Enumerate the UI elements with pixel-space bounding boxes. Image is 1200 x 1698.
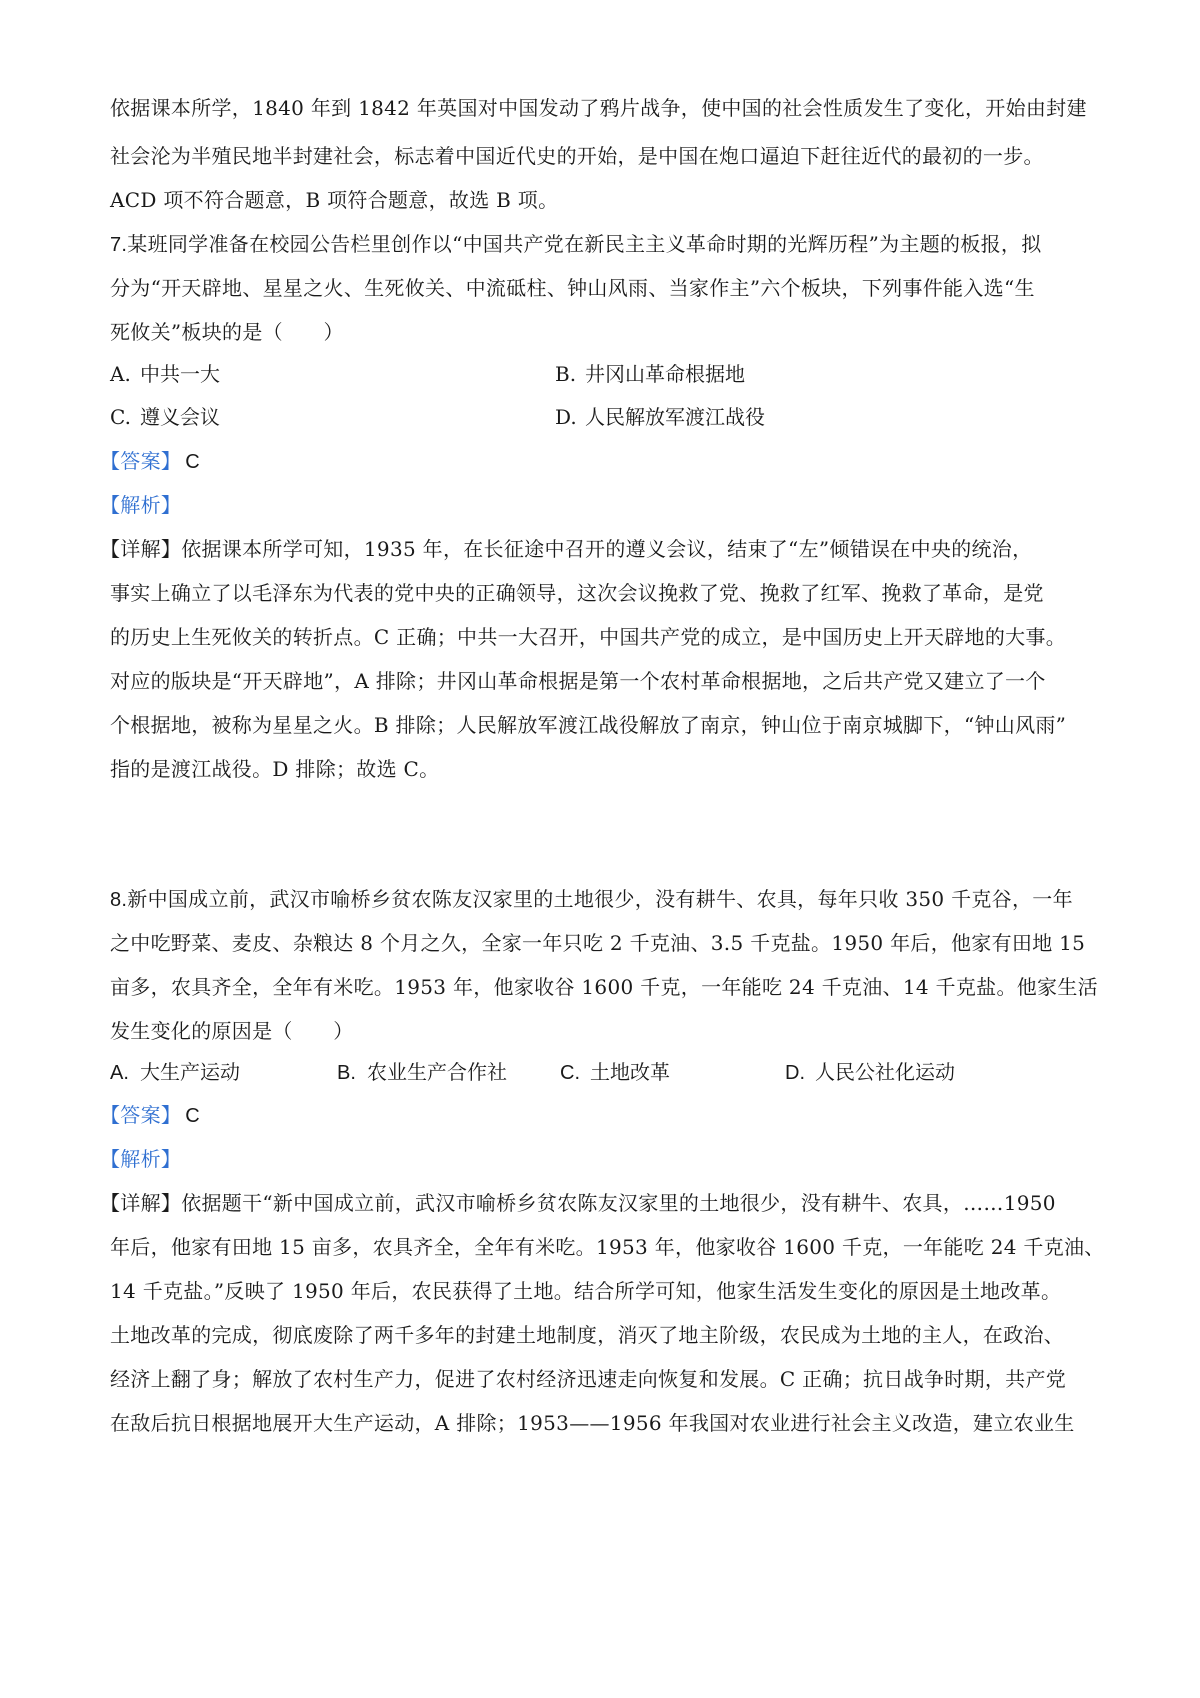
q7-stem-line: 死攸关”板块的是（ ） — [110, 320, 344, 344]
q8-stem-line — [110, 883, 1073, 912]
q8-stem-line: 亩多，农具齐全，全年有米吃。1953 年，他家收谷 1600 千克，一年能吃 24 千克油、14 千克盐。他家生活 — [110, 975, 1098, 999]
q7-stem-line — [110, 228, 1042, 257]
intro-line: 社会沦为半殖民地半封建社会，标志着中国近代史的开始，是中国在炮口逼迫下赶往近代的最初的一步。 — [110, 144, 1044, 168]
q7-detail-line: 个根据地，被称为星星之火。B 排除；人民解放军渡江战役解放了南京，钟山位于南京城脚下，“钟山风雨” — [110, 713, 1067, 737]
answer-value: C — [185, 451, 200, 473]
q8-option-c: C. 土地改革 — [560, 1062, 670, 1084]
q8-option-a: A. 大生产运动 — [110, 1062, 240, 1084]
q7-analysis-tag: 【解析】 — [100, 493, 182, 517]
q8-detail-line: 14 千克盐。”反映了 1950 年后，农民获得了土地。结合所学可知，他家生活发生变化的原因是土地改革。 — [110, 1279, 1062, 1303]
q8-detail-line: 【详解】依据题干“新中国成立前，武汉市喻桥乡贫农陈友汉家里的土地很少，没有耕牛、农具，……1950 — [100, 1191, 1056, 1215]
q7-option-c: C. 遵义会议 — [110, 405, 220, 429]
q7-number: 7. — [110, 234, 128, 256]
detail-tag: 【详解】 — [100, 537, 182, 561]
answer-tag: 【答案】 — [100, 449, 182, 473]
q8-option-b: B. 农业生产合作社 — [337, 1062, 507, 1084]
q8-detail-line: 在敌后抗日根据地展开大生产运动，A 排除；1953——1956 年我国对农业进行社会主义改造，建立农业生 — [110, 1411, 1075, 1435]
q8-number: 8. — [110, 889, 128, 911]
answer-value: C — [185, 1105, 200, 1127]
detail-tag: 【详解】 — [100, 1191, 182, 1215]
q7-detail-line: 指的是渡江战役。D 排除；故选 C。 — [110, 757, 440, 781]
intro-line: 依据课本所学，1840 年到 1842 年英国对中国发动了鸦片战争，使中国的社会性质发生了变化，开始由封建 — [110, 96, 1087, 120]
q8-stem-text: 新中国成立前，武汉市喻桥乡贫农陈友汉家里的土地很少，没有耕牛、农具，每年只收 350 千克谷，一年 — [127, 887, 1073, 911]
q7-option-b: B. 井冈山革命根据地 — [555, 362, 745, 386]
q8-detail-line: 经济上翻了身；解放了农村生产力，促进了农村经济迅速走向恢复和发展。C 正确；抗日战争时期，共产党 — [110, 1367, 1067, 1391]
q7-option-a: A. 中共一大 — [110, 362, 220, 386]
q7-stem-line: 分为“开天辟地、星星之火、生死攸关、中流砥柱、钟山风雨、当家作主”六个板块，下列事件能入选“生 — [110, 276, 1035, 300]
q7-detail-line: 对应的版块是“开天辟地”，A 排除；井冈山革命根据是第一个农村革命根据地，之后共产党又建立了一个 — [110, 669, 1046, 693]
q8-detail-line: 土地改革的完成，彻底废除了两千多年的封建土地制度，消灭了地主阶级，农民成为土地的主人，在政治、 — [110, 1323, 1065, 1347]
intro-line: ACD 项不符合题意，B 项符合题意，故选 B 项。 — [110, 188, 559, 212]
q7-stem-text: 某班同学准备在校园公告栏里创作以“中国共产党在新民主主义革命时期的光辉历程”为主题的板报，拟 — [127, 232, 1042, 256]
q8-stem-line: 发生变化的原因是（ ） — [110, 1019, 354, 1043]
q8-analysis-tag: 【解析】 — [100, 1147, 182, 1171]
q8-detail-line: 年后，他家有田地 15 亩多，农具齐全，全年有米吃。1953 年，他家收谷 1600 千克，一年能吃 24 千克油、 — [110, 1235, 1105, 1259]
q7-option-d: D. 人民解放军渡江战役 — [555, 405, 765, 429]
q7-detail-line: 的历史上生死攸关的转折点。C 正确；中共一大召开，中国共产党的成立，是中国历史上开天辟地的大事。 — [110, 625, 1067, 649]
q7-answer — [100, 445, 200, 474]
q8-option-d: D. 人民公社化运动 — [785, 1062, 955, 1084]
q7-detail-line: 【详解】依据课本所学可知，1935 年，在长征途中召开的遵义会议，结束了“左”倾错误在中央的统治， — [100, 537, 1033, 561]
q8-stem-line: 之中吃野菜、麦皮、杂粮达 8 个月之久，全家一年只吃 2 千克油、3.5 千克盐。1950 年后，他家有田地 15 — [110, 931, 1086, 955]
q7-detail-line: 事实上确立了以毛泽东为代表的党中央的正确领导，这次会议挽救了党、挽救了红军、挽救了革命，是党 — [110, 581, 1044, 605]
q8-answer — [100, 1099, 200, 1128]
answer-tag: 【答案】 — [100, 1103, 182, 1127]
